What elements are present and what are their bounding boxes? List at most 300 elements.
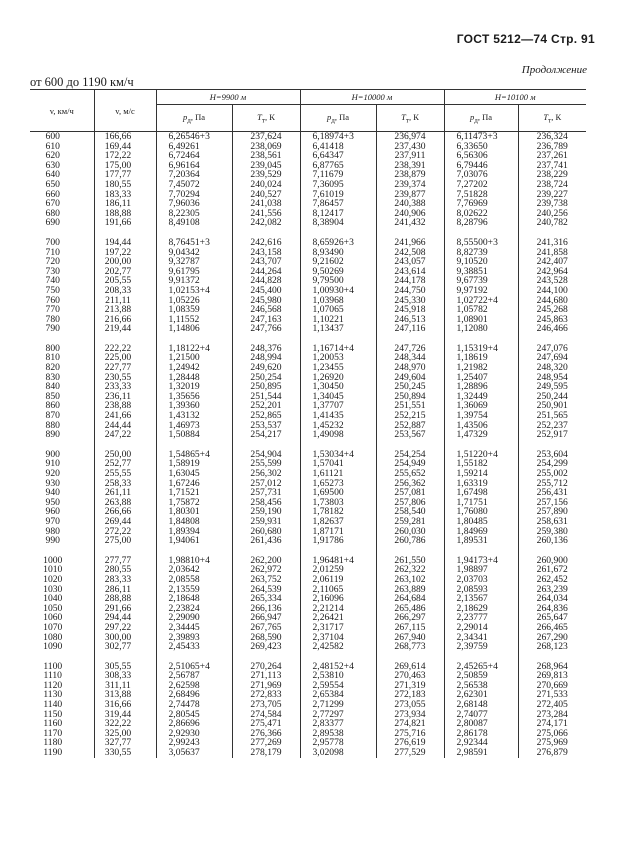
table-cell: 800 (45, 342, 60, 354)
table-cell: 247,116 (376, 324, 444, 334)
table-cell: 271,113 (232, 671, 300, 681)
table-cell: 1,43506 (444, 421, 518, 431)
table-row (30, 536, 586, 546)
table-cell: 8,82739 (444, 248, 518, 258)
table-cell: 1,34045 (300, 392, 376, 402)
table-cell: 1,08901 (444, 315, 518, 325)
table-cell: 6,96164 (156, 161, 232, 171)
table-cell: 750 (45, 284, 60, 296)
table-cell: 1,25407 (444, 373, 518, 383)
table-cell: 1,54865+4 (156, 450, 232, 460)
table-cell: 240,388 (376, 199, 444, 209)
table-cell: 241,432 (376, 218, 444, 228)
table-cell: 302,77 (94, 642, 156, 652)
table-cell: 240,024 (232, 180, 300, 190)
table-cell: 890 (45, 429, 60, 441)
table-cell: 269,614 (376, 662, 444, 672)
table-cell: 288,88 (94, 594, 156, 604)
group-h10000: H=10000 м (300, 90, 444, 105)
table-cell: 2,31717 (300, 623, 376, 633)
table-cell: 274,584 (232, 710, 300, 720)
table-cell: 8,93490 (300, 248, 376, 258)
table-cell: 1,55182 (444, 459, 518, 469)
table-cell: 252,887 (376, 421, 444, 431)
table-cell: 2,48152+4 (300, 662, 376, 672)
table-cell: 191,66 (94, 218, 156, 228)
table-cell: 248,994 (232, 353, 300, 363)
table-cell: 8,02622 (444, 209, 518, 219)
table-cell: 620 (45, 150, 60, 162)
table-cell: 255,652 (376, 469, 444, 479)
table-cell: 2,16096 (300, 594, 376, 604)
table-cell: 1,36069 (444, 401, 518, 411)
table-cell: 1150 (43, 708, 63, 720)
table-cell: 820 (45, 362, 60, 374)
table-cell: 183,33 (94, 190, 156, 200)
table-cell: 1,15319+4 (444, 344, 518, 354)
table-cell: 7,11679 (300, 170, 376, 180)
table-cell: 850 (45, 390, 60, 402)
table-cell: 238,88 (94, 401, 156, 411)
table-row (30, 430, 586, 440)
table-cell: 258,540 (376, 507, 444, 517)
table-cell: 2,86178 (444, 729, 518, 739)
table-cell: 252,201 (232, 401, 300, 411)
table-cell: 2,21214 (300, 604, 376, 614)
table-cell: 2,68496 (156, 690, 232, 700)
table-cell: 7,45072 (156, 180, 232, 190)
table-cell: 980 (45, 525, 60, 537)
table-cell: 2,08558 (156, 575, 232, 585)
table-cell: 275,969 (518, 738, 586, 748)
table-cell: 276,619 (376, 738, 444, 748)
table-cell: 8,76451+3 (156, 238, 232, 248)
table-cell: 246,568 (232, 305, 300, 315)
table-cell: 251,551 (376, 401, 444, 411)
table-cell: 1180 (43, 737, 63, 749)
table-cell: 252,77 (94, 459, 156, 469)
table-cell: 1,21500 (156, 353, 232, 363)
table-cell: 262,200 (232, 556, 300, 566)
table-cell: 1,61121 (300, 469, 376, 479)
table-cell: 2,80545 (156, 710, 232, 720)
table-cell: 780 (45, 313, 60, 325)
table-cell: 267,290 (518, 633, 586, 643)
table-cell: 7,70294 (156, 190, 232, 200)
table-cell: 1,49098 (300, 430, 376, 440)
table-cell: 2,34445 (156, 623, 232, 633)
table-cell: 9,97192 (444, 286, 518, 296)
table-cell: 250,894 (376, 392, 444, 402)
table-cell: 2,59554 (300, 681, 376, 691)
table-cell: 2,39759 (444, 642, 518, 652)
table-cell: 2,42582 (300, 642, 376, 652)
table-cell: 1170 (43, 727, 63, 739)
table-cell: 254,254 (376, 450, 444, 460)
table-cell: 1110 (43, 670, 62, 682)
table-cell: 1,03968 (300, 296, 376, 306)
table-cell: 6,18974+3 (300, 132, 376, 142)
table-cell: 255,002 (518, 469, 586, 479)
table-cell: 260,786 (376, 536, 444, 546)
table-cell: 256,431 (518, 488, 586, 498)
table-cell: 860 (45, 400, 60, 412)
table-cell: 1,20053 (300, 353, 376, 363)
table-cell: 241,858 (518, 248, 586, 258)
table-cell: 238,561 (232, 151, 300, 161)
table-cell: 1120 (43, 679, 63, 691)
table-cell: 1,11552 (156, 315, 232, 325)
table-cell: 730 (45, 265, 60, 277)
table-cell: 2,86696 (156, 719, 232, 729)
table-cell: 1,50884 (156, 430, 232, 440)
table-cell: 264,836 (518, 604, 586, 614)
table-cell: 1,98810+4 (156, 556, 232, 566)
table-cell: 273,934 (376, 710, 444, 720)
table-cell: 254,949 (376, 459, 444, 469)
table-cell: 259,380 (518, 527, 586, 537)
table-cell: 9,67739 (444, 276, 518, 286)
table-cell: 940 (45, 487, 60, 499)
table-cell: 1,67246 (156, 479, 232, 489)
table-cell: 1,53034+4 (300, 450, 376, 460)
table-cell: 1030 (43, 583, 63, 595)
table-cell: 1,75872 (156, 498, 232, 508)
table-cell: 1,23455 (300, 363, 376, 373)
table-cell: 252,215 (376, 411, 444, 421)
table-cell: 610 (45, 140, 60, 152)
table-cell: 830 (45, 371, 60, 383)
table-cell: 2,56787 (156, 671, 232, 681)
table-cell: 247,163 (232, 315, 300, 325)
table-cell: 327,77 (94, 738, 156, 748)
table-cell: 1,69500 (300, 488, 376, 498)
table-cell: 283,33 (94, 575, 156, 585)
table-cell: 7,03076 (444, 170, 518, 180)
table-cell: 257,731 (232, 488, 300, 498)
table-cell: 1040 (43, 593, 63, 605)
table-cell: 263,239 (518, 585, 586, 595)
table-cell: 920 (45, 468, 60, 479)
table-cell: 255,712 (518, 479, 586, 489)
table-cell: 1080 (43, 631, 63, 643)
table-cell: 236,11 (94, 392, 156, 402)
table-cell: 840 (45, 381, 60, 393)
table-cell: 272,833 (232, 690, 300, 700)
table-cell: 1140 (43, 699, 63, 711)
table-cell: 258,456 (232, 498, 300, 508)
table-cell: 2,08593 (444, 585, 518, 595)
table-cell: 268,123 (518, 642, 586, 652)
table-cell: 246,466 (518, 324, 586, 334)
table-cell: 255,55 (94, 469, 156, 479)
table-cell: 2,74478 (156, 700, 232, 710)
table-cell: 9,50269 (300, 267, 376, 277)
table-cell: 1,84808 (156, 517, 232, 527)
table-cell: 880 (45, 419, 60, 431)
table-cell: 1090 (43, 641, 63, 653)
table-cell: 268,773 (376, 642, 444, 652)
table-cell: 740 (45, 275, 60, 287)
table-cell: 254,904 (232, 450, 300, 460)
table-cell: 1,14806 (156, 324, 232, 334)
table-cell: 2,80087 (444, 719, 518, 729)
table-cell: 242,616 (232, 238, 300, 248)
table-cell: 1,18122+4 (156, 344, 232, 354)
table-cell: 240,527 (232, 190, 300, 200)
table-cell: 240,906 (376, 209, 444, 219)
table-cell: 690 (45, 217, 60, 229)
table-cell: 1,12080 (444, 324, 518, 334)
table-cell: 261,672 (518, 565, 586, 575)
table-cell: 238,879 (376, 170, 444, 180)
table-cell: 1,73803 (300, 498, 376, 508)
table-cell: 7,96036 (156, 199, 232, 209)
table-cell: 249,595 (518, 382, 586, 392)
table-cell: 233,33 (94, 382, 156, 392)
table-cell: 270,264 (232, 662, 300, 672)
table-cell: 600 (45, 131, 60, 142)
table-cell: 272,405 (518, 700, 586, 710)
table-cell: 245,400 (232, 286, 300, 296)
table-cell: 2,92344 (444, 738, 518, 748)
table-cell: 1050 (43, 602, 63, 614)
table-cell: 650 (45, 178, 60, 190)
table-cell: 238,391 (376, 161, 444, 171)
table-cell: 265,647 (518, 613, 586, 623)
table-cell: 960 (45, 506, 60, 518)
table-cell: 237,741 (518, 161, 586, 171)
table-cell: 297,22 (94, 623, 156, 633)
table-cell: 1,45232 (300, 421, 376, 431)
table-cell: 238,069 (232, 142, 300, 152)
table-cell: 239,227 (518, 190, 586, 200)
table-cell: 7,76969 (444, 199, 518, 209)
table-cell: 990 (45, 535, 60, 547)
table-cell: 2,39893 (156, 633, 232, 643)
table-cell: 267,940 (376, 633, 444, 643)
table-cell: 242,964 (518, 267, 586, 277)
table-cell: 263,88 (94, 498, 156, 508)
table-cell: 213,88 (94, 305, 156, 315)
table-cell: 263,889 (376, 585, 444, 595)
table-cell: 1,37707 (300, 401, 376, 411)
table-cell: 244,100 (518, 286, 586, 296)
table-cell: 2,45433 (156, 642, 232, 652)
table-cell: 910 (45, 458, 60, 470)
table-cell: 316,66 (94, 700, 156, 710)
table-cell: 260,030 (376, 527, 444, 537)
table-cell: 247,766 (232, 324, 300, 334)
table-cell: 330,55 (94, 748, 156, 758)
table-cell: 2,23777 (444, 613, 518, 623)
table-cell: 1,05226 (156, 296, 232, 306)
table-cell: 1,82637 (300, 517, 376, 527)
table-cell: 266,66 (94, 507, 156, 517)
table-cell: 244,44 (94, 421, 156, 431)
table-cell: 248,376 (232, 344, 300, 354)
table-cell: 1,32449 (444, 392, 518, 402)
table-cell: 236,324 (518, 132, 586, 142)
table-cell: 1,76080 (444, 507, 518, 517)
table-cell: 237,624 (232, 132, 300, 142)
table-cell: 2,98591 (444, 748, 518, 758)
table-cell: 2,83377 (300, 719, 376, 729)
table-cell: 900 (45, 448, 60, 460)
table-cell: 1,51220+4 (444, 450, 518, 460)
table-cell: 7,36095 (300, 180, 376, 190)
table-row (30, 748, 586, 758)
table-cell: 6,64347 (300, 151, 376, 161)
table-cell: 202,77 (94, 267, 156, 277)
table-cell: 9,21602 (300, 257, 376, 267)
table-cell: 252,865 (232, 411, 300, 421)
table-cell: 2,18629 (444, 604, 518, 614)
table-cell: 242,082 (232, 218, 300, 228)
table-cell: 1,26920 (300, 373, 376, 383)
table-cell: 6,72464 (156, 151, 232, 161)
table-cell: 1,08359 (156, 305, 232, 315)
table-cell: 242,407 (518, 257, 586, 267)
table-cell: 276,366 (232, 729, 300, 739)
table-cell: 253,604 (518, 450, 586, 460)
table-cell: 1,41435 (300, 411, 376, 421)
table-cell: 240,782 (518, 218, 586, 228)
table-cell: 680 (45, 207, 60, 219)
table-cell: 258,631 (518, 517, 586, 527)
table-cell: 262,452 (518, 575, 586, 585)
table-cell: 250,901 (518, 401, 586, 411)
table-cell: 1,35656 (156, 392, 232, 402)
table-cell: 259,281 (376, 517, 444, 527)
table-cell: 245,330 (376, 296, 444, 306)
table-cell: 227,77 (94, 363, 156, 373)
table-cell: 6,33650 (444, 142, 518, 152)
table-cell: 2,53810 (300, 671, 376, 681)
table-cell: 265,334 (232, 594, 300, 604)
table-cell: 197,22 (94, 248, 156, 258)
table-cell: 1,02722+4 (444, 296, 518, 306)
table-cell: 6,87765 (300, 161, 376, 171)
table-cell: 1,30450 (300, 382, 376, 392)
table-cell: 1130 (43, 689, 63, 701)
table-cell: 236,974 (376, 132, 444, 142)
table-cell: 640 (45, 169, 60, 181)
table-cell: 3,05637 (156, 748, 232, 758)
table-cell: 236,789 (518, 142, 586, 152)
table-cell: 208,33 (94, 286, 156, 296)
table-cell: 242,508 (376, 248, 444, 258)
table-cell: 248,970 (376, 363, 444, 373)
table-cell: 240,256 (518, 209, 586, 219)
table-cell: 1,16714+4 (300, 344, 376, 354)
table-cell: 266,297 (376, 613, 444, 623)
table-cell: 286,11 (94, 585, 156, 595)
table-cell: 241,316 (518, 238, 586, 248)
table-cell: 8,65926+3 (300, 238, 376, 248)
table-cell: 325,00 (94, 729, 156, 739)
table-cell: 8,49108 (156, 218, 232, 228)
table-cell: 1,65273 (300, 479, 376, 489)
table-cell: 2,51065+4 (156, 662, 232, 672)
table-cell: 6,49261 (156, 142, 232, 152)
table-cell: 259,931 (232, 517, 300, 527)
table-cell: 264,034 (518, 594, 586, 604)
table-cell: 2,65384 (300, 690, 376, 700)
table-cell: 1,07065 (300, 305, 376, 315)
table-cell: 237,911 (376, 151, 444, 161)
table-cell: 271,969 (232, 681, 300, 691)
table-cell: 244,264 (232, 267, 300, 277)
table-cell: 262,972 (232, 565, 300, 575)
table-cell: 660 (45, 188, 60, 200)
table-cell: 311,11 (94, 681, 156, 691)
table-cell: 276,879 (518, 748, 586, 758)
table-cell: 166,66 (94, 132, 156, 142)
table-cell: 294,44 (94, 613, 156, 623)
table-cell: 700 (45, 236, 60, 248)
table-cell: 1,89531 (444, 536, 518, 546)
table-cell: 261,11 (94, 488, 156, 498)
table-cell: 273,705 (232, 700, 300, 710)
table-cell: 8,38904 (300, 218, 376, 228)
table-cell: 257,156 (518, 498, 586, 508)
table-cell: 250,895 (232, 382, 300, 392)
table-cell: 263,102 (376, 575, 444, 585)
table-cell: 265,486 (376, 604, 444, 614)
table-cell: 2,13559 (156, 585, 232, 595)
col-v-ms: v, м/с (94, 90, 156, 132)
table-cell: 8,55500+3 (444, 238, 518, 248)
table-cell: 2,74077 (444, 710, 518, 720)
table-cell: 305,55 (94, 662, 156, 672)
table-cell: 2,11065 (300, 585, 376, 595)
table-cell: 245,268 (518, 305, 586, 315)
table-cell: 322,22 (94, 719, 156, 729)
table-cell: 251,565 (518, 411, 586, 421)
table-cell: 1,98897 (444, 565, 518, 575)
table-cell: 308,33 (94, 671, 156, 681)
table-cell: 177,77 (94, 170, 156, 180)
table-cell: 7,61019 (300, 190, 376, 200)
table-cell: 262,322 (376, 565, 444, 575)
table-cell: 267,765 (232, 623, 300, 633)
table-cell: 1,94061 (156, 536, 232, 546)
table-cell: 172,22 (94, 151, 156, 161)
table-cell: 277,529 (376, 748, 444, 758)
table-cell: 257,081 (376, 488, 444, 498)
table-cell: 1,46973 (156, 421, 232, 431)
table-cell: 274,171 (518, 719, 586, 729)
table-cell: 247,726 (376, 344, 444, 354)
table-cell: 8,28796 (444, 218, 518, 228)
table-cell: 9,79500 (300, 276, 376, 286)
table-cell: 2,56538 (444, 681, 518, 691)
table-cell: 790 (45, 323, 60, 335)
table-cell: 271,533 (518, 690, 586, 700)
table-cell: 8,12417 (300, 209, 376, 219)
table-cell: 2,89538 (300, 729, 376, 739)
table-cell: 1,13437 (300, 324, 376, 334)
table-cell: 175,00 (94, 161, 156, 171)
table-cell: 313,88 (94, 690, 156, 700)
table-cell: 1,05782 (444, 305, 518, 315)
table-cell: 244,178 (376, 276, 444, 286)
table-cell: 248,320 (518, 363, 586, 373)
table-cell: 275,066 (518, 729, 586, 739)
table-cell: 260,680 (232, 527, 300, 537)
table-cell: 225,00 (94, 353, 156, 363)
